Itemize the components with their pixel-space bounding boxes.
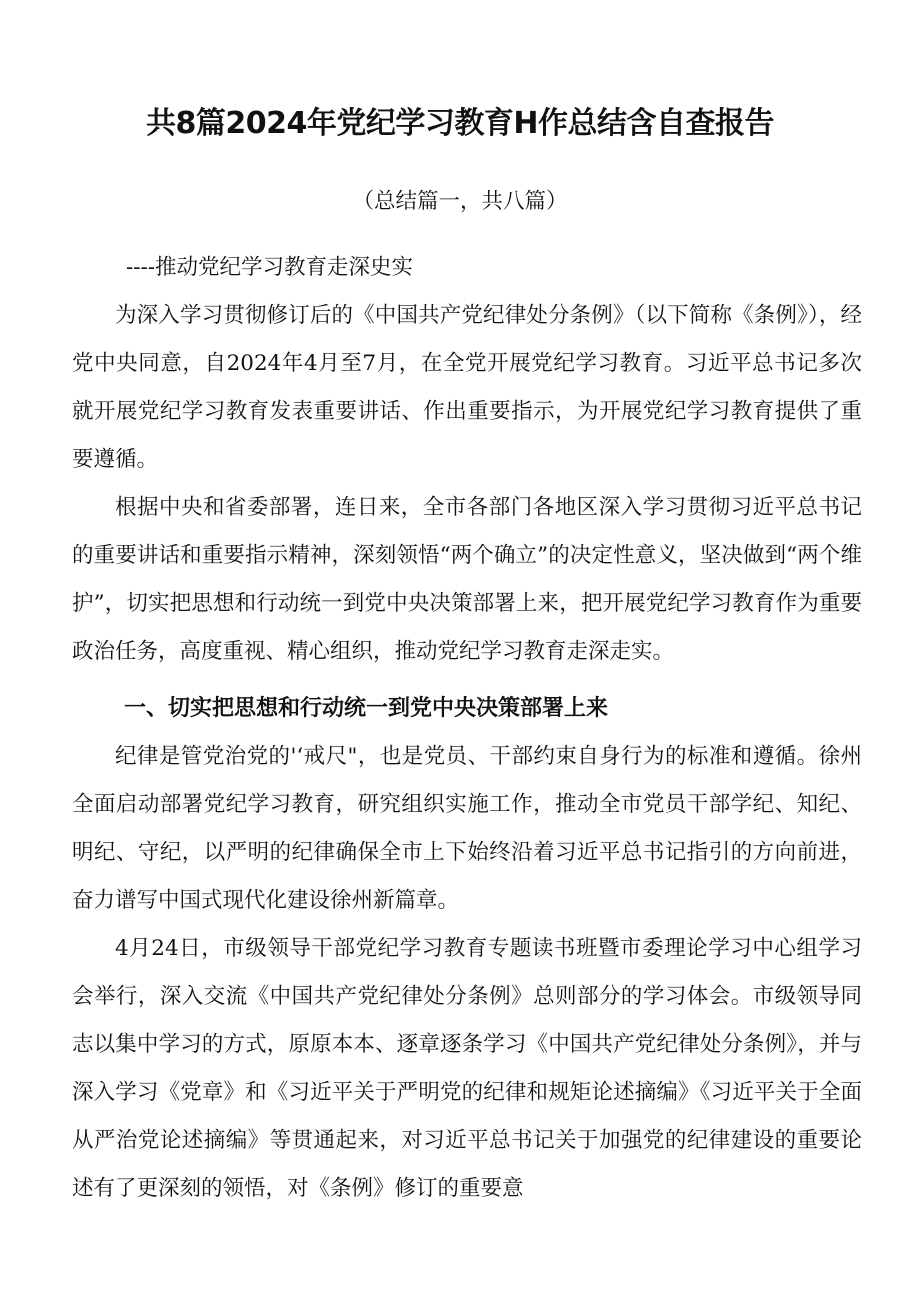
paragraph: 纪律是管党治党的'‘戒尺"，也是党员、干部约束自身行为的标准和遵循。徐州全面启动部署党纪学习教育，研究组织实施工作，推动全市党员干部学纪、知纪、明纪、守纪，以严明的纪律确保全市上下始终沿着习近平总书记指引的方向前进，奋力谱写中国式现代化建设徐州新篇章。 bbox=[72, 744, 862, 913]
section-1-body bbox=[72, 733, 862, 1213]
paragraph: 根据中央和省委部署，连日来，全市各部门各地区深入学习贯彻习近平总书记的重要讲话和重要指示精神，深刻领悟“两个确立”的决定性意义，坚决做到“两个维护”，切实把思想和行动统一到党中央决策部署上来，把开展党纪学习教育作为重要政治任务，高度重视、精心组织，推动党纪学习教育走深走实。 bbox=[72, 495, 862, 664]
section-heading: 一、切实把思想和行动统一到党中央决策部署上来 bbox=[124, 696, 609, 721]
document-dash-line: ----推动党纪学习教育走深史实 bbox=[126, 255, 414, 280]
paragraph: 4月24日，市级领导干部党纪学习教育专题读书班暨市委理论学习中心组学习会举行，深入交流《中国共产党纪律处分条例》总则部分的学习体会。市级领导同志以集中学习的方式，原原本本、逐章逐条学习《中国共产党纪律处分条例》，并与深入学习《党章》和《习近平关于严明党的纪律和规矩论述摘编》《习近平关于全面从严治党论述摘编》等贯通起来，对习近平总书记关于加强党的纪律建设的重要论述有了更深刻的领悟，对《条例》修订的重要意 bbox=[72, 936, 862, 1201]
paragraph: 为深入学习贯彻修订后的《中国共产党纪律处分条例》（以下简称《条例》），经党中央同意，自2024年4月至7月，在全党开展党纪学习教育。习近平总书记多次就开展党纪学习教育发表重要讲话、作出重要指示，为开展党纪学习教育提供了重要遵循。 bbox=[72, 303, 862, 472]
document-subtitle: （总结篇一，共八篇） bbox=[352, 189, 568, 214]
intro-section bbox=[72, 292, 862, 676]
document-title: 共8篇2024年党纪学习教育H作总结含自查报告 bbox=[146, 106, 774, 141]
